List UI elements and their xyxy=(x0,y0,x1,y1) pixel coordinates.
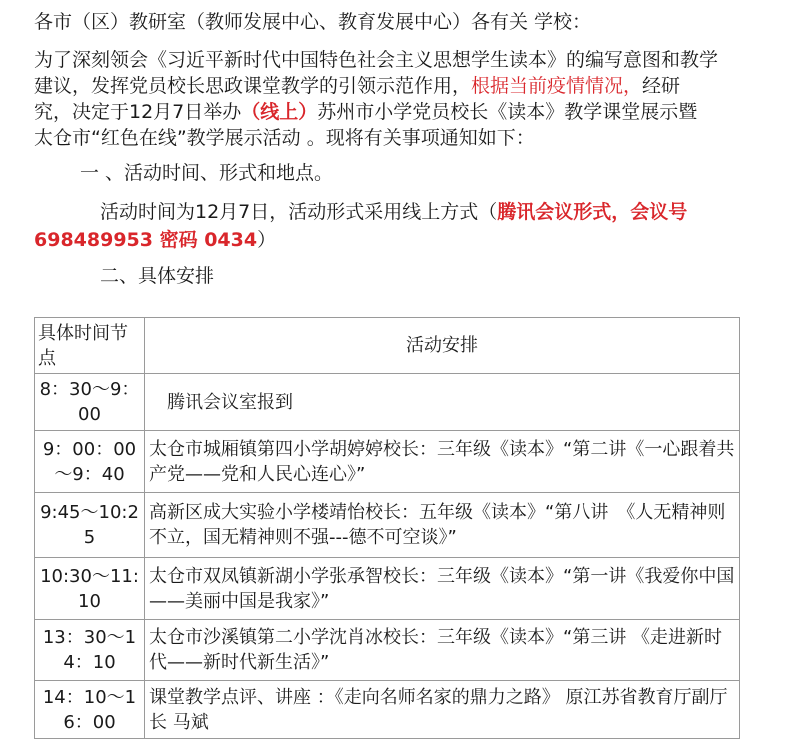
para2-line2 xyxy=(34,227,276,253)
table-row xyxy=(35,374,740,431)
activity-cell: 腾讯会议室报到 xyxy=(145,374,740,431)
para1-line3 xyxy=(34,99,697,125)
para2-line1-highlight: 腾讯会议形式，会议号 xyxy=(497,201,688,223)
para1-line3-text-a: 究，决定于12月7日举办 xyxy=(34,101,242,123)
section1-title: 一 、活动时间、形式和地点。 xyxy=(80,162,334,184)
time-cell: 13：30～14：10 xyxy=(35,620,145,681)
para1-line3-highlight: （线上） xyxy=(241,101,318,123)
time-cell: 8：30～9：00 xyxy=(35,374,145,431)
time-cell: 9:45～10:25 xyxy=(35,493,145,558)
table-row xyxy=(35,431,740,493)
header-time: 具体时间节点 xyxy=(35,318,145,374)
table-row xyxy=(35,493,740,558)
salutation: 各市（区）教研室（教师发展中心、教育发展中心）各有关 学校： xyxy=(34,11,592,33)
meeting-credentials: 698489953 密码 0434 xyxy=(34,229,258,251)
table-row xyxy=(35,558,740,620)
time-cell: 10:30～11:10 xyxy=(35,558,145,620)
activity-cell: 高新区成大实验小学楼靖怡校长：五年级《读本》“第八讲 《人无精神则不立，国无精神则不强---德不可空谈》” xyxy=(145,493,740,558)
time-cell: 14：10～16：00 xyxy=(35,681,145,739)
activity-cell: 太仓市沙溪镇第二小学沈肖冰校长：三年级《读本》“第三讲 《走进新时代——新时代新生活》” xyxy=(145,620,740,681)
para1-line4: 太仓市“红色在线”教学展示活动 。现将有关事项通知如下： xyxy=(34,127,535,149)
para1-line2-text-a: 建议，发挥党员校长思政课堂教学的引领示范作用， xyxy=(34,75,472,97)
section2-title: 二、具体安排 xyxy=(100,265,215,287)
activity-cell: 太仓市双凤镇新湖小学张承智校长：三年级《读本》“第一讲《我爱你中国——美丽中国是我家》” xyxy=(145,558,740,620)
para1-line2-text-b: 经研 xyxy=(642,75,681,97)
para1-line1: 为了深刻领会《习近平新时代中国特色社会主义思想学生读本》的编写意图和教学 xyxy=(34,49,719,71)
para1-line2 xyxy=(34,73,680,99)
schedule-table xyxy=(34,317,740,739)
time-cell: 9：00：00～9：40 xyxy=(35,431,145,493)
table-header-row xyxy=(35,318,740,374)
para2-line1-text: 活动时间为12月7日，活动形式采用线上方式（ xyxy=(100,201,498,223)
table-row xyxy=(35,620,740,681)
para2-line1 xyxy=(100,199,687,225)
para1-line2-highlight: 根据当前疫情情况， xyxy=(471,75,643,97)
header-activity: 活动安排 xyxy=(145,318,740,374)
activity-cell: 课堂教学点评、讲座 ：《走向名师名家的鼎力之路》 原江苏省教育厅副厅长 马斌 xyxy=(145,681,740,739)
table-row xyxy=(35,681,740,739)
para2-line2-close: ） xyxy=(257,229,277,251)
para1-line3-text-b: 苏州市小学党员校长《读本》教学课堂展示暨 xyxy=(317,101,698,123)
activity-cell: 太仓市城厢镇第四小学胡婷婷校长：三年级《读本》“第二讲《一心跟着共产党——党和人民心连心》” xyxy=(145,431,740,493)
